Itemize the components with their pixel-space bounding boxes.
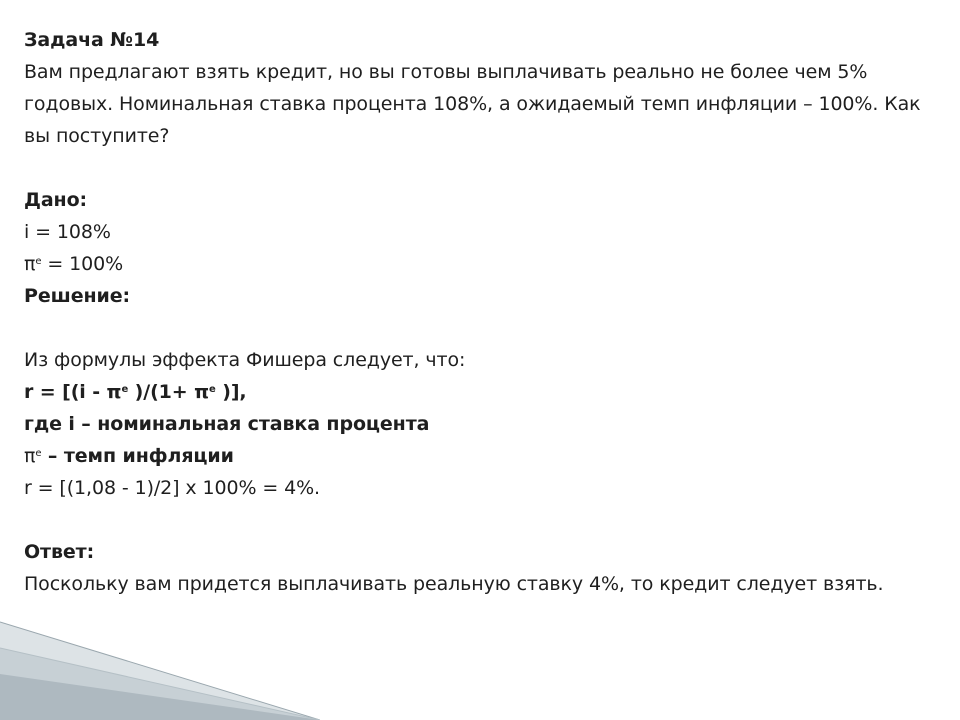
formula-superscript: e [209, 384, 216, 395]
pi-symbol: π [24, 445, 36, 467]
given-inflation [24, 248, 924, 280]
spacer [24, 312, 924, 344]
solution-intro: Из формулы эффекта Фишера следует, что: [24, 349, 466, 371]
problem-title: Задача №14 [24, 29, 160, 51]
formula-superscript: e [121, 384, 129, 395]
inflation-description: – темп инфляции [41, 445, 234, 467]
solution-heading: Решение: [24, 285, 131, 307]
slide-content [24, 24, 924, 600]
answer-heading: Ответ: [24, 541, 95, 563]
given-inflation-value: = 100% [41, 253, 124, 275]
pi-superscript: e [35, 256, 42, 267]
formula-where-inflation [24, 440, 924, 472]
pi-superscript: e [35, 448, 42, 459]
given-nominal-rate: i = 108% [24, 221, 111, 243]
formula-part: )], [215, 381, 247, 403]
spacer [24, 152, 924, 184]
formula-where-nominal: где i – номинальная ставка процента [24, 413, 430, 435]
problem-text: Вам предлагают взять кредит, но вы готовы выплачивать реально не более чем 5% годовых. Номинальная ставка процента 108%, а ожидаемый темп инфляции – 100%. Как вы поступите? [24, 61, 921, 147]
pi-symbol: π [24, 253, 36, 275]
fisher-formula [24, 376, 924, 408]
given-heading: Дано: [24, 189, 88, 211]
formula-part: r = [(i - π [24, 381, 122, 403]
solution-calculation: r = [(1,08 - 1)/2] x 100% = 4%. [24, 477, 321, 499]
corner-decoration [0, 590, 320, 720]
formula-part: )/(1+ π [128, 381, 210, 403]
answer-text: Поскольку вам придется выплачивать реальную ставку 4%, то кредит следует взять. [24, 573, 884, 595]
spacer [24, 504, 924, 536]
